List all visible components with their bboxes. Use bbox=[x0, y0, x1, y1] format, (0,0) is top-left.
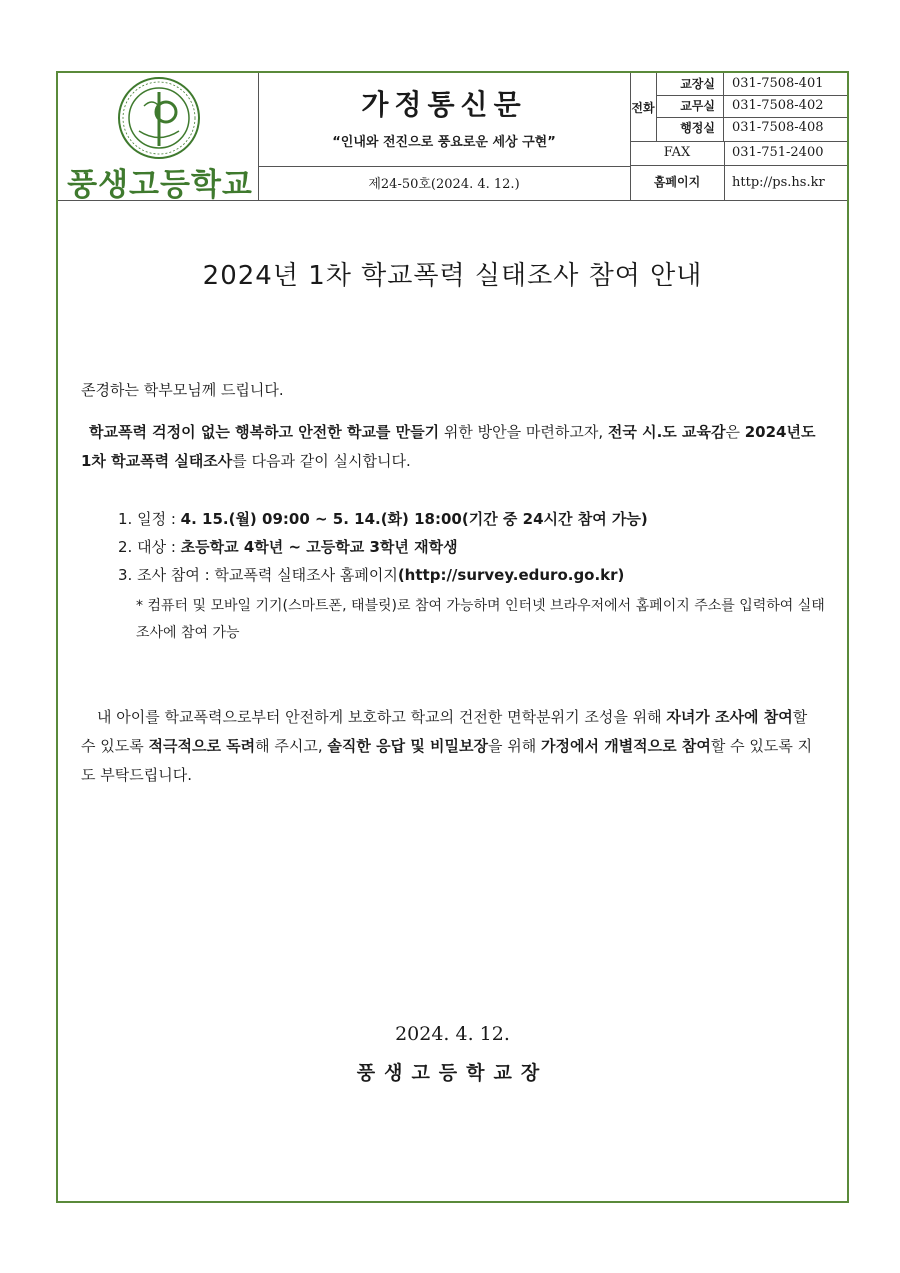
closing-bold: 적극적으로 독려 bbox=[148, 737, 256, 755]
school-slogan: “인내와 전진으로 풍요로운 세상 구현” bbox=[332, 135, 556, 150]
phone-office: 행정실 bbox=[656, 117, 724, 141]
greeting: 존경하는 학부모님께 드립니다. bbox=[81, 381, 284, 399]
intro-text: 은 bbox=[725, 423, 745, 441]
item-value: 초등학교 4학년 ~ 고등학교 3학년 재학생 bbox=[180, 538, 458, 556]
document-title: 2024년 1차 학교폭력 실태조사 참여 안내 bbox=[202, 261, 703, 291]
phone-row bbox=[656, 117, 847, 142]
intro-bold: 전국 시.도 교육감 bbox=[607, 423, 726, 441]
item-label: 2. 대상 : bbox=[118, 538, 181, 556]
closing-text: 내 아이를 학교폭력으로부터 안전하게 보호하고 학교의 건전한 면학분위기 조성을 위해 bbox=[97, 708, 667, 726]
closing-bold: 자녀가 조사에 참여 bbox=[666, 708, 793, 726]
phone-row bbox=[656, 95, 847, 118]
closing-bold: 가정에서 개별적으로 참여 bbox=[541, 737, 711, 755]
list-item bbox=[118, 533, 648, 561]
item-value: 4. 15.(월) 09:00 ~ 5. 14.(화) 18:00(기간 중 24시간 참여 가능) bbox=[180, 510, 648, 528]
list-item bbox=[118, 561, 648, 589]
survey-url[interactable]: (http://survey.eduro.go.kr) bbox=[397, 566, 625, 584]
fax-row bbox=[630, 141, 847, 166]
newsletter-header bbox=[58, 73, 847, 201]
principal-signature: 풍생고등학교장 bbox=[356, 1062, 549, 1084]
closing-text: 해 주시고, bbox=[255, 737, 328, 755]
intro-text: 를 다음과 같이 실시합니다. bbox=[232, 452, 411, 470]
newsletter-frame bbox=[56, 71, 849, 1203]
phone-row bbox=[656, 73, 847, 96]
title-cell bbox=[258, 73, 631, 200]
list-item bbox=[118, 505, 648, 533]
issue-number: 제24-50호(2024. 4. 12.) bbox=[368, 177, 520, 192]
school-logo-cell bbox=[58, 73, 259, 203]
phone-number: 031-7508-402 bbox=[732, 98, 824, 113]
info-list bbox=[118, 505, 648, 589]
phone-label: 전화 bbox=[630, 73, 657, 142]
issue-date: 2024. 4. 12. bbox=[395, 1023, 510, 1045]
closing-paragraph bbox=[81, 703, 826, 790]
closing-text: 할 수 있도록 지도 부탁드립니다. bbox=[81, 737, 813, 784]
homepage-label: 홈페이지 bbox=[630, 165, 725, 200]
homepage-row bbox=[630, 165, 847, 200]
phone-number: 031-7508-401 bbox=[732, 76, 824, 91]
closing-text: 을 위해 bbox=[488, 737, 542, 755]
intro-paragraph bbox=[81, 418, 826, 476]
newsletter-title: 가정통신문 bbox=[361, 88, 527, 121]
item-label: 1. 일정 : bbox=[118, 510, 181, 528]
phone-office: 교장실 bbox=[656, 73, 724, 95]
fax-label: FAX bbox=[630, 141, 725, 165]
closing-bold: 솔직한 응답 및 비밀보장 bbox=[327, 737, 488, 755]
school-logo-text: 풍생고등학교 bbox=[67, 167, 253, 203]
intro-text: 위한 방안을 마련하고자, bbox=[439, 423, 608, 441]
phone-number: 031-7508-408 bbox=[732, 120, 824, 135]
title-divider bbox=[258, 166, 630, 167]
closing-text: 할 수 있도록 bbox=[81, 708, 808, 755]
school-seal-icon bbox=[114, 76, 204, 160]
item-label: 3. 조사 참여 : 학교폭력 실태조사 홈페이지 bbox=[118, 566, 398, 584]
homepage-url[interactable]: http://ps.hs.kr bbox=[732, 175, 825, 190]
intro-bold: 학교폭력 걱정이 없는 행복하고 안전한 학교를 만들기 bbox=[89, 423, 440, 441]
intro-bold: 2024년도 1차 학교폭력 실태조사 bbox=[81, 423, 816, 470]
fax-number: 031-751-2400 bbox=[732, 145, 824, 160]
contact-table bbox=[630, 73, 847, 200]
phone-office: 교무실 bbox=[656, 95, 724, 117]
participation-note: * 컴퓨터 및 모바일 기기(스마트폰, 태블릿)로 참여 가능하며 인터넷 브라우저에서 홈페이지 주소를 입력하여 실태조사에 참여 가능 bbox=[136, 598, 825, 641]
